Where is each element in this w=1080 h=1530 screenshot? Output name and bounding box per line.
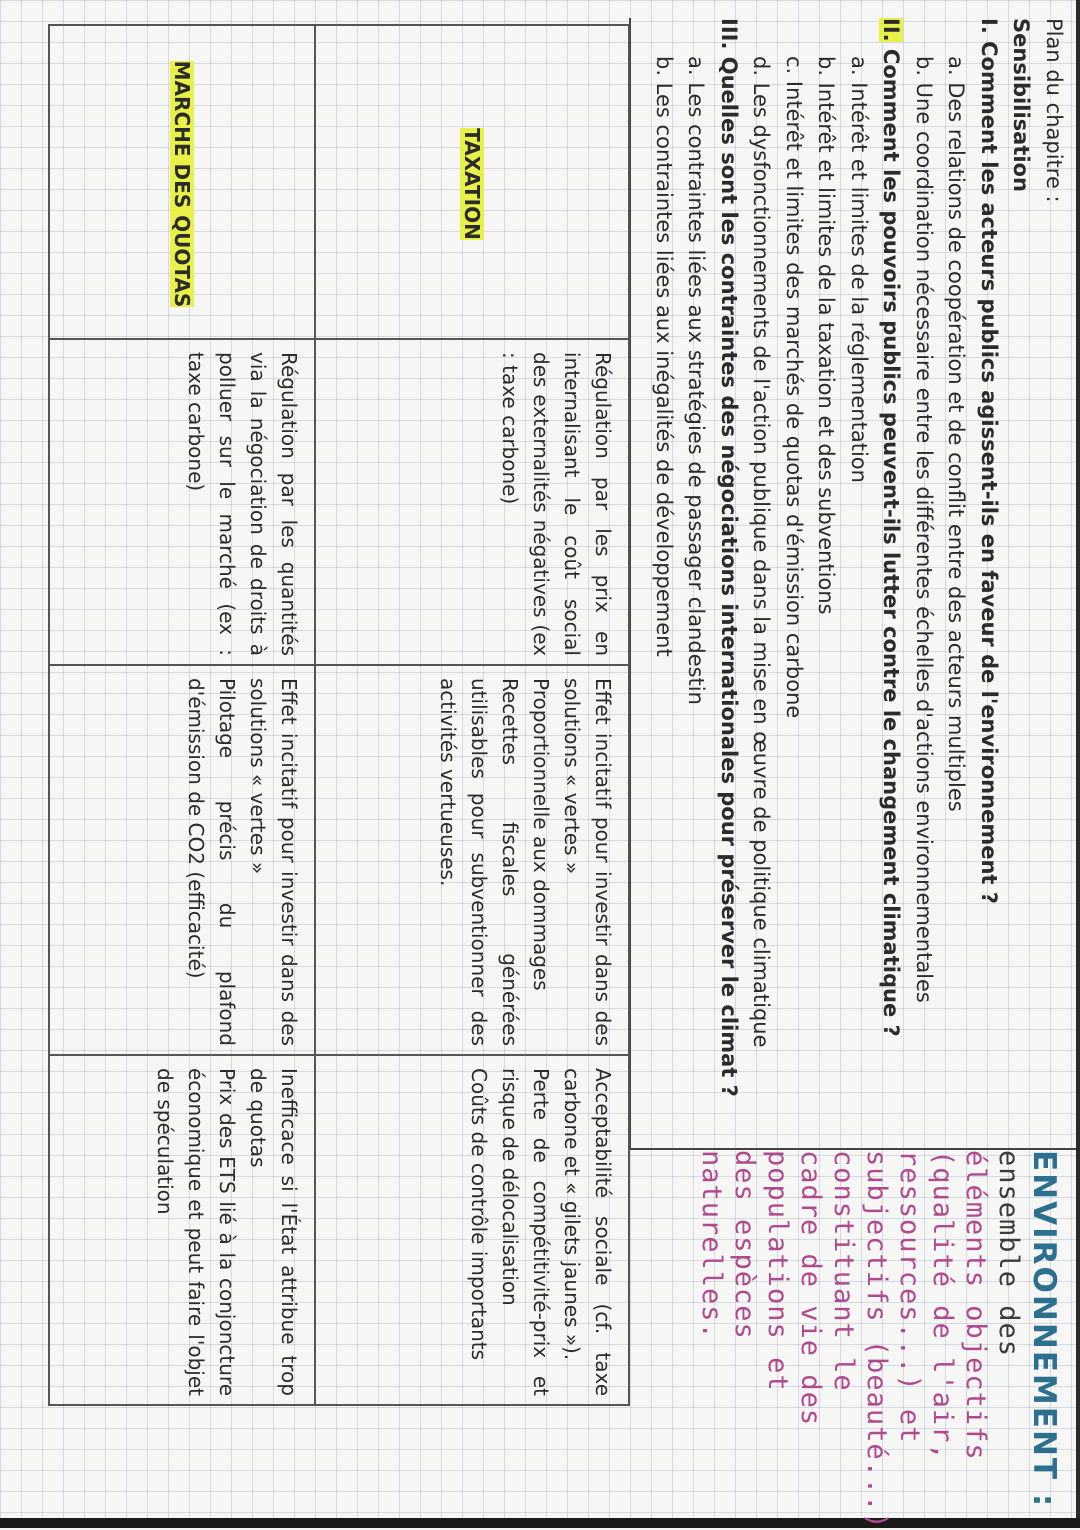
definition-cell	[49, 339, 315, 665]
definition-line: naturelles.	[696, 1150, 727, 1340]
part2-title	[875, 18, 908, 1148]
row-header-marche-quotas	[49, 25, 315, 339]
part2-item: d. Les dysfonctionnements de l'action publique dans la mise en œuvre de politique climatique	[749, 56, 774, 1048]
part3-item: a. Les contraintes liées aux stratégies de passager clandestin	[684, 56, 709, 705]
part2-item: a. Intérêt et limites de la réglementation	[847, 56, 871, 483]
limite-item: Perte de compétitivité-prix et risque de délocalisation	[498, 1068, 553, 1396]
sensibilisation-label: Sensibilisation	[1009, 18, 1034, 192]
part1-title: I. Comment les acteurs publics agissent-ils en faveur de l'environnement ?	[977, 18, 1001, 904]
interet-item: Effet incitatif pour investir dans des solutions « vertes »	[560, 678, 615, 1046]
definition-text: Régulation par les prix en internalisant le coût social des externalités négatives (ex : taxe carbone)	[498, 352, 615, 656]
limite-item: Prix des ETS lié à la conjoncture économique et peut faire l'objet de spéculation	[153, 1068, 240, 1396]
definition-line: des espèces	[729, 1150, 760, 1340]
row-label-highlight: MARCHE DES QUOTAS	[169, 60, 194, 308]
part2-number-highlight: II.	[879, 18, 904, 42]
part2-item: c. Intérêt et limites des marchés de quotas d'émission carbone	[782, 56, 806, 719]
limite-item: Coûts de contrôle importants	[467, 1068, 491, 1361]
interet-item: Proportionnelle aux dommages	[529, 678, 553, 991]
interet-item: Effet incitatif pour investir dans des solutions « vertes »	[246, 678, 302, 1046]
interets-cell	[49, 665, 315, 1055]
table-row	[315, 25, 629, 1405]
definition-line: subjectifs (beauté...)	[861, 1150, 892, 1530]
definition-line: cadre de vie des	[795, 1150, 826, 1427]
row-label-highlight: TAXATION	[459, 128, 484, 240]
part2-title-text: Comment les pouvoirs publics peuvent-ils lutter contre le changement climatique ?	[879, 41, 904, 1037]
definition-text: Régulation par les quantités via la négociation de droits à polluer sur le marché (ex : taxe carbone)	[184, 352, 302, 656]
interets-cell	[315, 665, 629, 1055]
definition-line: populations et	[762, 1150, 793, 1392]
limite-item: Acceptabilité sociale (cf. taxe carbone et « gilets jaunes »).	[560, 1068, 615, 1396]
handwritten-definition	[695, 1150, 1062, 1530]
interet-item: Pilotage précis du plafond d'émission de CO2 (efficacité)	[184, 678, 240, 1046]
limites-cell	[49, 1055, 315, 1405]
row-header-taxation	[315, 25, 629, 339]
definition-line: ensemble des	[993, 1150, 1024, 1358]
interet-item: Recettes fiscales générées utilisables pour subventionner des activités vertueuses.	[436, 678, 522, 1046]
part1-item: b. Une coordination nécessaire entre les différentes échelles d'actions environnementales	[912, 56, 936, 1003]
definition-cell	[315, 339, 629, 665]
limite-item: Inefficace si l'État attribue trop de quotas	[246, 1068, 302, 1396]
part1-item: a. Des relations de coopération et de conflit entre des acteurs multiples	[944, 56, 969, 812]
plan-heading: Plan du chapitre :	[1042, 18, 1066, 203]
comparison-table	[48, 24, 630, 1406]
definition-line: (qualité de l'air,	[927, 1150, 958, 1461]
part3-title: III. Quelles sont les contraintes des négociations internationales pour préserver le climat ?	[717, 18, 741, 1097]
part2-item: b. Intérêt et limites de la taxation et des subventions	[814, 56, 839, 615]
part3-item: b. Les contraintes liées aux inégalités de développement	[652, 56, 676, 657]
table-row	[49, 25, 315, 1405]
definition-title: ENVIRONNEMENT :	[1026, 1150, 1062, 1509]
chapter-plan	[648, 18, 1071, 1148]
definition-line: constituant le	[828, 1150, 859, 1392]
definition-line: éléments objectifs	[960, 1150, 991, 1461]
limites-cell	[315, 1055, 629, 1405]
definition-line: ressources...) et	[894, 1150, 925, 1444]
